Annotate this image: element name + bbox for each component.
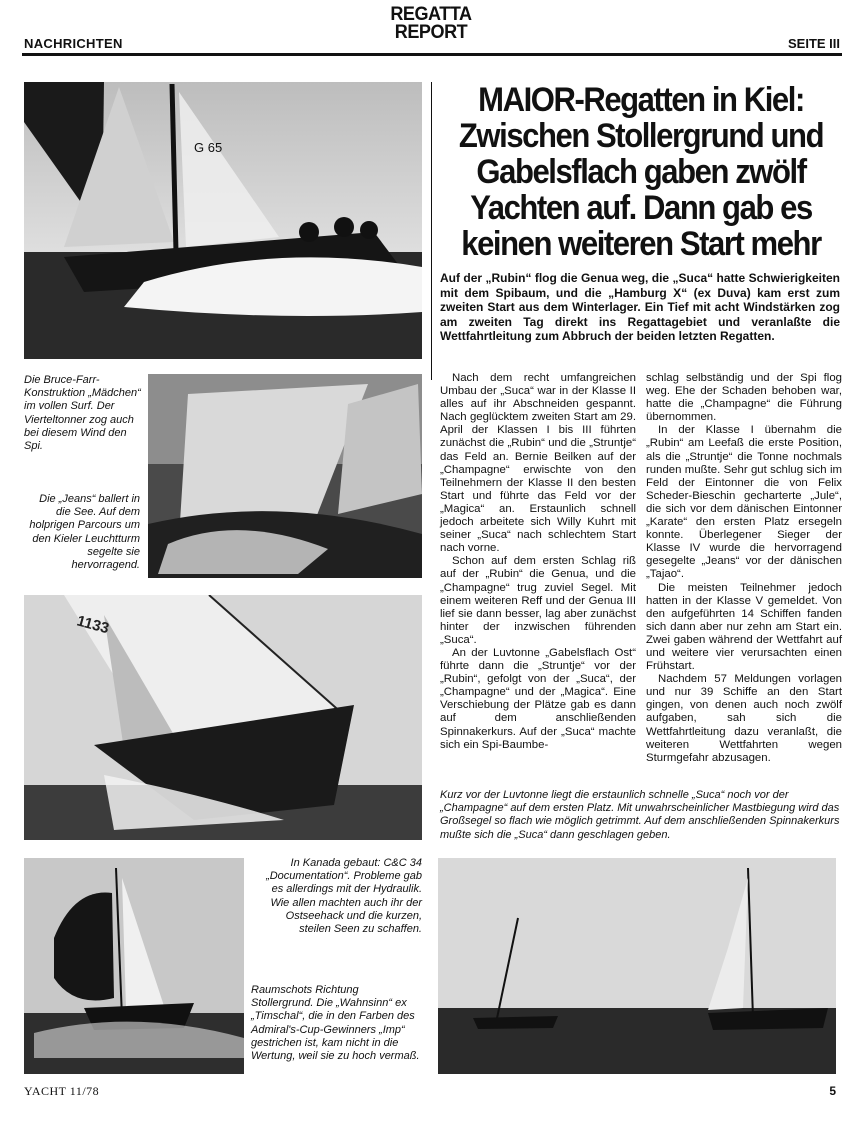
col1-paragraph-2: Schon auf dem ersten Schlag riß auf der „Rubin“ die Genua, und die „Champagne“ trug zuviel Segel. Mit einem weiteren Reff und der Genua III lief sie dann besser, lag aber zunächst hinter der inzwischen führenden „Suca“. bbox=[440, 555, 636, 646]
photo-documentation bbox=[24, 595, 422, 840]
masthead-line1: REGATTA bbox=[390, 4, 472, 25]
col2-paragraph-4: Nachdem 57 Meldungen vorlagen und nur 39 Schiffe an den Start gingen, von denen auch noch zwölf aufgaben, sah sich die Wettfahrtleitung dazu veranlaßt, die weiteren Wettfahrten wegen Sturmgefahr abzusagen. bbox=[646, 673, 842, 764]
caption-suca: Kurz vor der Luvtonne liegt die erstaunlich schnelle „Suca“ noch vor der „Champagne“ auf dem ersten Platz. Mit unwahrscheinlicher Mastbiegung wird das Großsegel so flach wie möglich getrimmt. Auf dem anschließenden Spinnakerkurs mußte sich die „Suca“ dann geschlagen geben. bbox=[440, 789, 840, 841]
magazine-issue: YACHT 11/78 bbox=[24, 1084, 100, 1098]
col2-paragraph-1: schlag selbständig und der Spi flog weg. Ehe der Schaden behoben war, hatte die „Champagne“ die Führung übernommen. bbox=[646, 372, 842, 424]
section-label: NACHRICHTEN bbox=[24, 36, 123, 51]
photo-suca bbox=[438, 858, 836, 1074]
caption-maedchen: Die Bruce-Farr-Konstruktion „Mädchen“ im vollen Surf. Der Vierteltonner zog auch bei diesem Wind den Spi. bbox=[24, 374, 141, 453]
column-divider bbox=[431, 82, 432, 380]
headline: MAIOR-Regatten in Kiel: Zwischen Stollergrund und Gabelsflach gaben zwölf Yachten auf. Dann gab es keinen weiteren Start mehr bbox=[458, 81, 824, 263]
caption-documentation: In Kanada gebaut: C&C 34 „Documentation“. Probleme gab es allerdings mit der Hydraulik. Wie allen machten auch ihr der Ostseehack und die kurzen, steilen Seen zu schaffen. bbox=[266, 857, 422, 936]
page-label: SEITE III bbox=[787, 36, 840, 51]
col1-paragraph-1: Nach dem recht umfangreichen Umbau der „Suca“ war in der Klasse II alles auf ihr Abschneiden gespannt. Nach geglücktem zweiten Start am 29. April der Klassen I bis III führten zunächst die „Rubin“ und die „Struntje“ das Feld an. Bernie Beilken auf der „Champagne“ erwischte von den Teilnehmern der Klasse II den besten Start und führte das Feld vor der „Magica“ an. Erstaunlich schnell jedoch arbeitete sich Willy Kuhrt mit seiner „Suca“ nach schlechtem Start nach vorne. bbox=[440, 372, 636, 555]
sail-number-1133: 1133 bbox=[74, 612, 111, 638]
caption-jeans: Die „Jeans“ ballert in die See. Auf dem holprigen Parcours um den Kieler Leuchtturm segelte sie hervorragend. bbox=[29, 493, 140, 572]
photo-wahnsinn bbox=[24, 858, 244, 1074]
photo-jeans bbox=[148, 374, 422, 578]
col1-paragraph-3: An der Luvtonne „Gabelsflach Ost“ führte dann die „Struntje“ vor der „Rubin“, gefolgt von der „Suca“, der „Champagne“ und der „Magica“. Eine Verschiebung der Plätze gab es dann auf dem anschließenden Spinnakerkurs. Auf der „Suca“ machte sich ein Spi-Baumbe- bbox=[440, 646, 636, 751]
header-rule bbox=[22, 53, 842, 56]
body-column-1 bbox=[440, 372, 636, 752]
photo-maedchen bbox=[24, 82, 422, 359]
page-number: 5 bbox=[829, 1084, 836, 1098]
sail-number-g65: G 65 bbox=[194, 140, 223, 155]
caption-wahnsinn: Raumschots Richtung Stollergrund. Die „Wahnsinn“ ex „Timschal“, die in den Farben des Admiral's-Cup-Gewinners „Imp“ gestrichen ist, kam nicht in die Wertung, weil sie zu hoch vermaß. bbox=[251, 984, 420, 1063]
masthead bbox=[375, 6, 487, 42]
body-column-2 bbox=[646, 372, 842, 765]
col2-paragraph-3: Die meisten Teilnehmer jedoch hatten in der Klasse V gemeldet. Von den aufgeführten 14 Schiffen fanden sich dann aber nur zehn am Start ein. Zwei gaben während der Wettfahrt auf und weitere vier verursachten einen Frühstart. bbox=[646, 581, 842, 673]
masthead-line2: REPORT bbox=[394, 22, 468, 43]
lead-paragraph: Auf der „Rubin“ flog die Genua weg, die „Suca“ hatte Schwierigkeiten mit dem Spibaum, und die „Hamburg X“ (ex Duva) kam erst zum zweiten Start aus dem Winterlager. Ein Tief mit acht Windstärken zog am zweiten Tag direkt ins Regattagebiet und veranlaßte die Wettfahrtleitung zum Abbruch der beiden letzten Regatten. bbox=[440, 271, 840, 344]
col2-paragraph-2: In der Klasse I übernahm die „Rubin“ am Leefaß die erste Position, als die „Struntje“ die Tonne nochmals runden mußte. Sehr gut schlug sich im Feld der Eintonner die von Felix Scheder-Bieschin gecharterte „Jule“, die sich vor dem dänischen Eintonner „Karate“ den ersten Platz ersegeln konnte. Überlegener Sieger der Klasse IV wurde die hervorragend gesegelte „Jeans“ vor der dänischen „Tajao“. bbox=[646, 424, 842, 581]
